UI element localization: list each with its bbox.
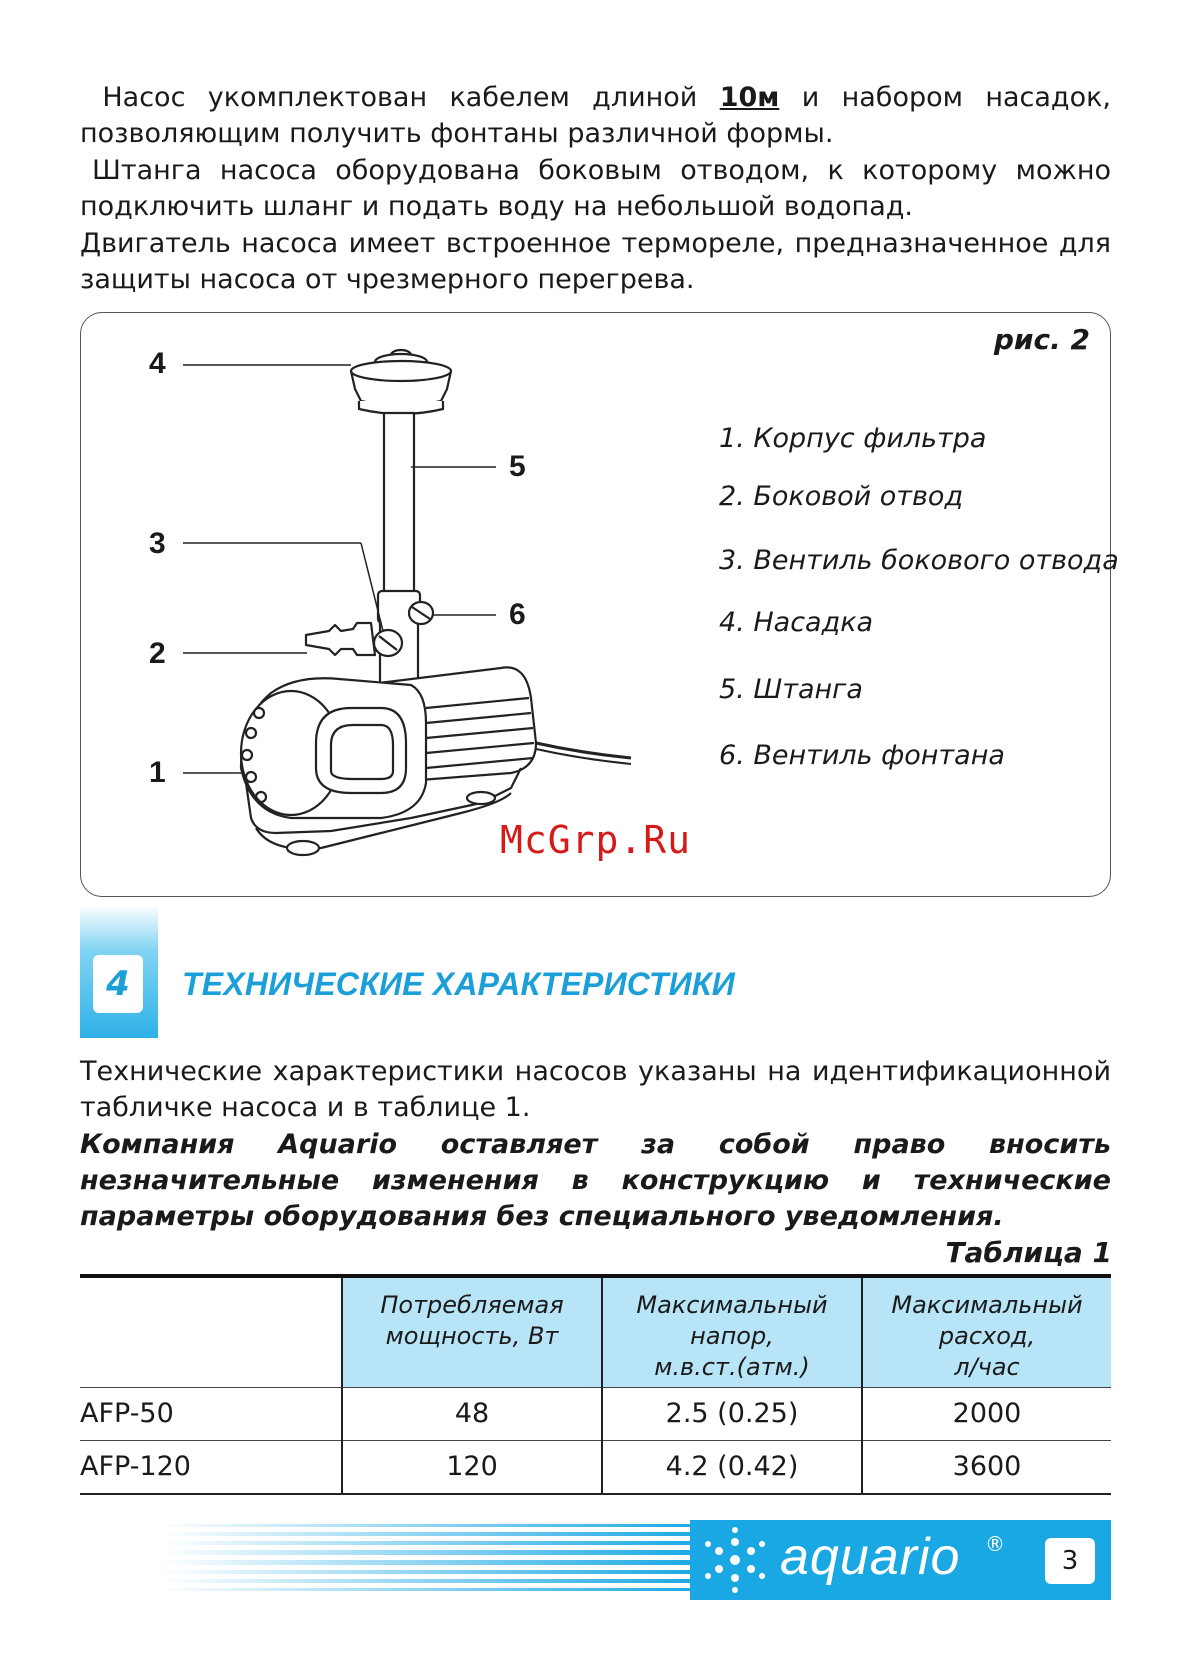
header-empty	[80, 1276, 342, 1387]
callout-5: 5	[509, 450, 526, 483]
table-row	[80, 1387, 1111, 1440]
legend-item: 2. Боковой отвод	[719, 481, 964, 512]
intro-paragraph-thermo: Двигатель насоса имеет встроенное термореле, предназначенное для защиты насоса от чрезмерного перегрева.	[80, 228, 1111, 295]
brand-logo-text: aquario	[780, 1528, 961, 1586]
cell-power: 48	[342, 1387, 602, 1440]
header-flow: Максимальный расход, л/час	[862, 1276, 1111, 1387]
callout-1: 1	[149, 756, 166, 789]
intro-text: Насос укомплектован кабелем длиной	[102, 82, 720, 113]
callout-2: 2	[149, 637, 166, 670]
intro-text: и набором насадок, позволяющим получить фонтаны различной формы.	[80, 82, 1111, 149]
cell-model: AFP-50	[80, 1387, 342, 1440]
header-head: Максимальный напор, м.в.ст.(атм.)	[602, 1276, 862, 1387]
figure-label: рис. 2	[993, 323, 1090, 356]
intro-paragraph-rod: Штанга насоса оборудована боковым отводом, к которому можно подключить шланг и подать воду на небольшой водопад.	[80, 155, 1111, 222]
cell-power: 120	[342, 1440, 602, 1494]
legend-item: 3. Вентиль бокового отвода	[719, 545, 1119, 576]
callout-6: 6	[509, 598, 526, 631]
registered-mark: ®	[985, 1532, 1005, 1556]
cable-length: 10м	[719, 82, 780, 113]
section-number-badge	[80, 905, 158, 1038]
table-caption: Таблица 1	[945, 1236, 1112, 1269]
watermark: McGrp.Ru	[500, 818, 692, 862]
page-number: 3	[1045, 1538, 1095, 1584]
cell-model: AFP-120	[80, 1440, 342, 1494]
section-number: 4	[93, 955, 143, 1013]
brand-snowflake-icon	[690, 1520, 780, 1600]
pump-illustration	[81, 313, 1112, 898]
legend-item: 1. Корпус фильтра	[719, 423, 987, 454]
legend-item: 4. Насадка	[719, 607, 874, 638]
spec-paragraph: Технические характеристики насосов указаны на идентификационной табличке насоса и в таблице 1.	[80, 1056, 1111, 1123]
cell-flow: 3600	[862, 1440, 1111, 1494]
legend-item: 6. Вентиль фонтана	[719, 740, 1005, 771]
spec-table	[80, 1274, 1111, 1495]
section-title: ТЕХНИЧЕСКИЕ ХАРАКТЕРИСТИКИ	[182, 966, 735, 1002]
callout-3: 3	[149, 527, 166, 560]
disclaimer-paragraph: Компания Aquario оставляет за собой право вносить незначительные изменения в конструкцию и технические параметры оборудования без специального уведомления.	[80, 1129, 1111, 1232]
intro-paragraph-cable	[80, 80, 1111, 152]
figure-pump-diagram	[80, 312, 1119, 897]
legend-item: 5. Штанга	[719, 674, 863, 705]
callout-4: 4	[149, 347, 166, 380]
cell-flow: 2000	[862, 1387, 1111, 1440]
table-row	[80, 1440, 1111, 1494]
header-power: Потребляемая мощность, Вт	[342, 1276, 602, 1387]
cell-head: 4.2 (0.42)	[602, 1440, 862, 1494]
table-header-row	[80, 1276, 1111, 1387]
footer-stripes	[160, 1520, 700, 1600]
cell-head: 2.5 (0.25)	[602, 1387, 862, 1440]
